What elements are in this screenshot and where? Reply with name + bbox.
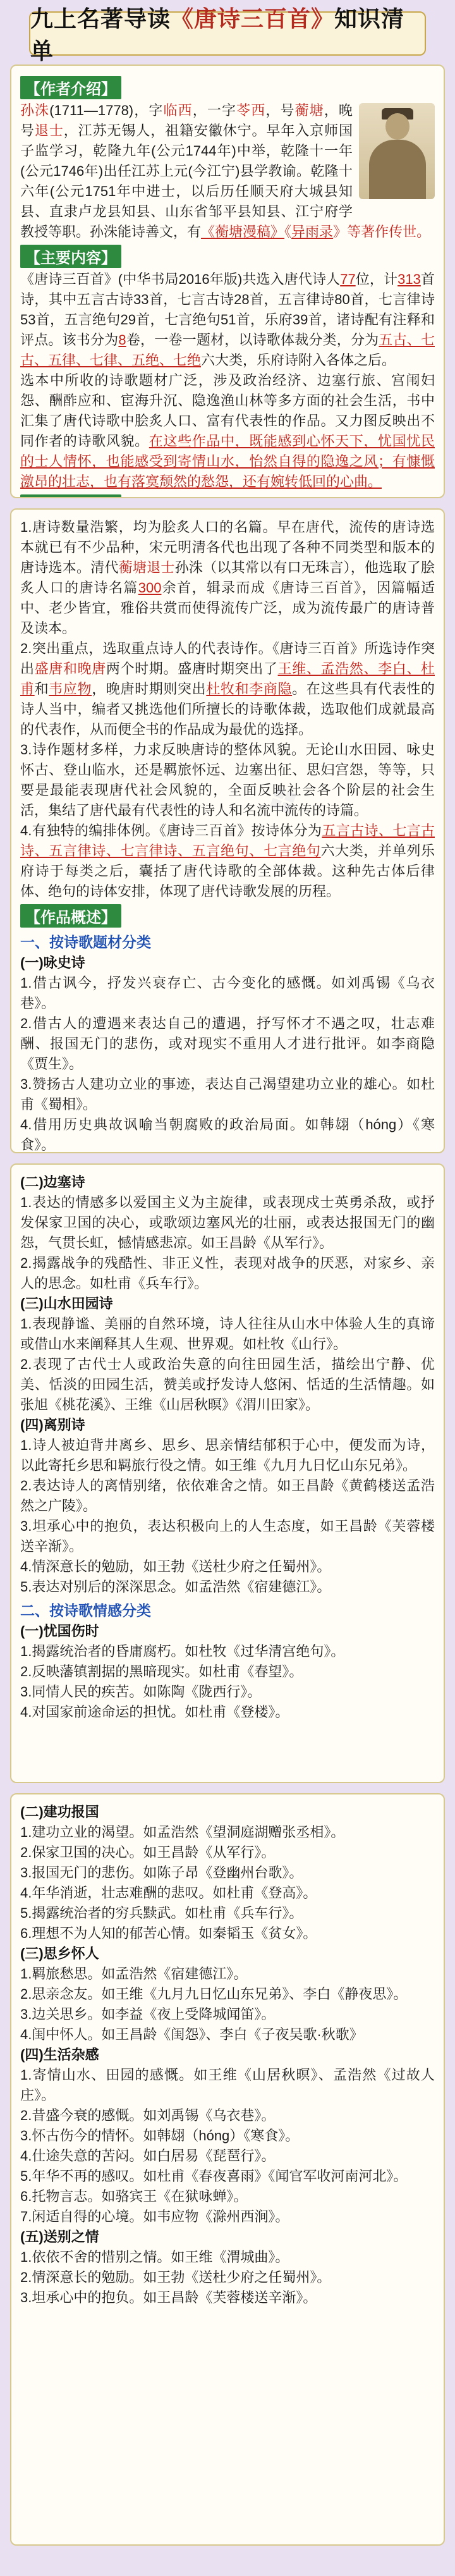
group-heading: 一、按诗歌题材分类 — [20, 934, 151, 950]
section-features — [20, 494, 121, 498]
group-item: 2.保家卫国的决心。如王昌龄《从军行》。 — [20, 1844, 276, 1860]
group-item: 4.闺中怀人。如王昌龄《闺怨》、李白《子夜吴歌·秋歌》 — [20, 2027, 363, 2042]
group-item: 4.借用历史典故讽喻当朝腐败的政治局面。如韩翃（hóng）《寒食》。 — [20, 1117, 435, 1153]
group-item: 6.托物言志。如骆宾王《在狱咏蝉》。 — [20, 2188, 248, 2204]
group-item: 4.情深意长的勉励，如王勃《送杜少府之任蜀州》。 — [20, 1559, 331, 1574]
group-item: 3.边关思乡。如李益《夜上受降城闻笛》。 — [20, 2006, 276, 2022]
group-item: 4.仕途失意的苦闷。如白居易《琵琶行》。 — [20, 2148, 276, 2164]
group-subheading: (二)边塞诗 — [20, 1174, 85, 1190]
group-item: 5.表达对别后的深深思念。如孟浩然《宿建德江》。 — [20, 1579, 331, 1595]
group-item: 4.年华消逝，壮志难酬的悲叹。如杜甫《登高》。 — [20, 1885, 317, 1901]
content-text: 《唐诗三百首》(中华书局2016年版)共选入唐代诗人77位，计313首诗，其中五言古诗33首，七言古诗28首，五言律诗80首，七言律诗53首，五言绝句29首，七言绝句51首，乐府39首，诸诗配有注释和评点。该书分为8卷，一卷一题材，以诗歌体裁分类，分为五古、七古、五律、七律、五绝、七绝六大类，乐府诗附入各体之后。 — [20, 271, 435, 368]
group-subheading: (三)思乡怀人 — [20, 1946, 99, 1961]
group-subheading: (一)忧国伤时 — [20, 1623, 99, 1639]
group-subheading: (一)咏史诗 — [20, 955, 85, 971]
page-title-bar — [29, 6, 426, 64]
author-block — [20, 101, 435, 242]
group-subheading: (二)建功报国 — [20, 1804, 99, 1820]
group-subheading: (四)离别诗 — [20, 1417, 85, 1433]
group-subheading: (四)生活杂感 — [20, 2047, 99, 2063]
group-item: 2.表现了古代士人或政治失意的向往田园生活，描绘出宁静、优美、恬淡的田园生活，赞美或抒发诗人悠闲、恬适的生活情趣。如张旭《桃花溪》、王维《山居秋暝》《渭川田家》。 — [20, 1356, 435, 1413]
group-item: 3.怀古伤今的情怀。如韩翃（hóng）《寒食》。 — [20, 2128, 300, 2144]
group-item: 1.诗人被迫背井离乡、思乡、思亲情结郁积于心中，便发而为诗，以此寄托乡思和羁旅行役之情。如王维《九月九日忆山东兄弟》。 — [20, 1437, 435, 1473]
overview-groups-b — [20, 1172, 435, 1722]
group-item: 4.对国家前途命运的担忧。如杜甫《登楼》。 — [20, 1704, 289, 1720]
title-prefix: 九上名著导读 — [30, 6, 171, 32]
group-item: 3.赞扬古人建功立业的事迹，表达自己渴望建功立业的雄心。如杜甫《蜀相》。 — [20, 1076, 435, 1112]
group-item: 5.揭露统治者的穷兵黩武。如杜甫《兵车行》。 — [20, 1905, 303, 1921]
group-item: 5.年华不再的感叹。如杜甫《春夜喜雨》《闻官军收河南河北》。 — [20, 2168, 408, 2184]
point-item: 1.唐诗数量浩繁，均为脍炙人口的名篇。早在唐代，流传的唐诗选本就已有不少品种，宋元明清各代也出现了各种不同类型和版本的唐诗选本。清代蘅塘退士孙洙（以其常以有口无珠言），他选取了脍炙人口的唐诗名篇300余首，辑录而成《唐诗三百首》，因篇幅适中、老少皆宜，雅俗共赏而使得流传广泛，成为流传最广的唐诗普及读本。 — [20, 519, 435, 636]
card-groups-b — [10, 1163, 445, 1783]
section-overview: 【作品概述】 — [20, 904, 121, 928]
overview-groups-c — [20, 1802, 435, 2308]
group-item: 7.闲适自得的心境。如韦应物《滁州西涧》。 — [20, 2209, 289, 2224]
group-item: 2.情深意长的勉励。如王勃《送杜少府之任蜀州》。 — [20, 2269, 331, 2285]
title-suffix: 知识清单 — [30, 6, 405, 64]
group-item: 2.反映藩镇割据的黑暗现实。如杜甫《春望》。 — [20, 1664, 303, 1679]
card-author-content — [10, 64, 445, 498]
group-subheading: (五)送别之情 — [20, 2229, 99, 2245]
group-item: 2.思亲念友。如王维《九月九日忆山东兄弟》、李白《静夜思》。 — [20, 1986, 408, 2002]
point-item: 4.有独特的编排体例。《唐诗三百首》按诗体分为五言古诗、七言古诗、五言律诗、七言律诗、五言绝句、七言绝句六大类，并单列乐府诗于每类之后，囊括了唐代诗歌的全部体裁。这种先古体后律体、绝句的诗体安排，体现了唐代诗歌发展的历程。 — [20, 823, 435, 899]
author-text: 孙洙(1711—1778)，字临西，一字苓西，号蘅塘，晚号退士，江苏无锡人，祖籍安徽休宁。早年入京师国子监学习，乾隆九年(公元1744年)中举，乾隆十一年(公元1746年)出任江苏上元(今江宁)县学教谕。乾隆十六年(公元1751年中进士，以后历任顺天府大城县知县、直隶卢龙县知县、山东省邹平县知县、江宁府学教授等职。孙洙能诗善文，有《蘅塘漫稿》《异雨录》等著作传世。 — [20, 102, 431, 240]
group-item: 2.揭露战争的残酷性、非正义性，表现对战争的厌恶，对家乡、亲人的思念。如杜甫《兵车行》。 — [20, 1255, 435, 1291]
group-item: 1.寄情山水、田园的感慨。如王维《山居秋暝》、孟浩然《过故人庄》。 — [20, 2067, 435, 2103]
content-text-2: 选本中所收的诗歌题材广泛，涉及政治经济、边塞行旅、宫闱妇怨、酬酢应和、宦海升沉、隐逸渔山林等多方面的社会生活，书中汇集了唐代诗歌中脍炙人口、富有代表性的作品。又力图反映出不同作者的诗歌风貌。在这些作品中，既能感到心怀天下，忧国忧民的士人情怀，也能感受到寄情山水，怡然自得的隐逸之风；有慷慨激昂的壮志，也有落寞颓然的愁怨，还有婉转低回的心曲。 — [20, 372, 435, 489]
group-item: 1.表现静谧、美丽的自然环境，诗人往往从山水中体验人生的真谛或借山水来阐释其人生观、世界观。如杜牧《山行》。 — [20, 1316, 435, 1352]
group-item: 1.揭露统治者的昏庸腐朽。如杜牧《过华清宫绝句》。 — [20, 1643, 345, 1659]
group-item: 2.表达诗人的离情别绪，依依难舍之情。如王昌龄《黄鹤楼送孟浩然之广陵》。 — [20, 1478, 435, 1514]
card-points — [10, 508, 445, 1153]
section-author: 【作者介绍】 — [20, 76, 121, 99]
group-item: 2.昔盛今衰的感慨。如刘禹锡《乌衣巷》。 — [20, 2107, 276, 2123]
point-item: 3.诗作题材多样，力求反映唐诗的整体风貌。无论山水田园、咏史怀古、登山临水，还是羁旅怀远、边塞出征、思妇宫怨，等等，只要是最能表现唐代社会风貌的，全面反映社会各个阶层的社会生活，集结了唐代最有代表性的诗人和名流中流传的诗篇。 — [20, 742, 435, 818]
group-item: 1.建功立业的渴望。如孟浩然《望洞庭湖赠张丞相》。 — [20, 1824, 345, 1840]
group-item: 1.表达的情感多以爱国主义为主旋律，或表现戍士英勇杀敌，或抒发保家卫国的决心，或歌颂边塞风光的壮丽，或表达报国无门的幽怨，气贯长虹，憾情感悲凉。如王昌龄《从军行》。 — [20, 1194, 435, 1251]
group-item: 3.坦承心中的抱负，表达积极向上的人生态度，如王昌龄《芙蓉楼送辛渐》。 — [20, 1518, 435, 1554]
group-item: 1.依依不舍的惜别之情。如王维《渭城曲》。 — [20, 2249, 289, 2265]
title-highlight: 《唐诗三百首》 — [171, 6, 335, 32]
group-item: 1.借古讽今，抒发兴衰存亡、古今变化的感慨。如刘禹锡《乌衣巷》。 — [20, 975, 435, 1011]
points-list — [20, 517, 435, 902]
group-heading: 二、按诗歌情感分类 — [20, 1602, 151, 1619]
group-item: 2.借古人的遭遇来表达自己的遭遇，抒写怀才不遇之叹，壮志难酬、报国无门的悲伤，或对现实不重用人才进行批评。如李商隐《贾生》。 — [20, 1015, 435, 1072]
card-groups-c — [10, 1793, 445, 2546]
author-portrait — [359, 103, 435, 199]
group-item: 3.坦承心中的抱负。如王昌龄《芙蓉楼送辛渐》。 — [20, 2290, 317, 2305]
group-item: 3.报国无门的悲伤。如陈子昂《登幽州台歌》。 — [20, 1865, 303, 1880]
page-title — [30, 1, 425, 66]
point-item: 2.突出重点，选取重点诗人的代表诗作。《唐诗三百首》所选诗作突出盛唐和晚唐两个时期。盛唐时期突出了王维、孟浩然、李白、杜甫和韦应物，晚唐时期则突出杜牧和李商隐。在这些具有代表性的诗人当中，编者又挑选他们所擅长的诗歌体裁，选取他们成就最高的代表作，从而便全书的作品成为最优的选择。 — [20, 641, 435, 737]
section-content: 【主要内容】 — [20, 245, 121, 268]
group-subheading: (三)山水田园诗 — [20, 1296, 113, 1311]
overview-groups-a — [20, 931, 435, 1153]
group-item: 3.同情人民的疾苦。如陈陶《陇西行》。 — [20, 1684, 262, 1700]
group-item: 1.羁旅愁思。如孟浩然《宿建德江》。 — [20, 1966, 248, 1982]
group-item: 6.理想不为人知的郁苦心情。如秦韬玉《贫女》。 — [20, 1925, 317, 1941]
